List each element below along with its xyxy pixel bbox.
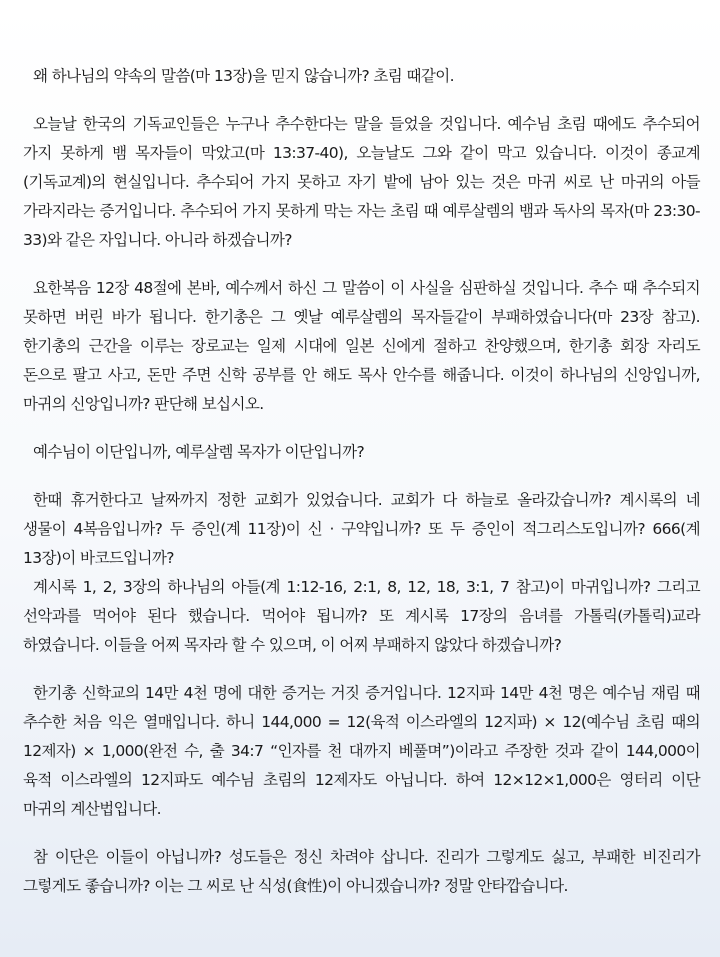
paragraph-5	[23, 486, 700, 573]
paragraph-5-text: 한때 휴거한다고 날짜까지 정한 교회가 있었습니다. 교회가 다 하늘로 올라갔습니까? 계시록의 네 생물이 4복음입니까? 두 증인(계 11장)이 신 · 구약입니까? 또 두 증인이 적그리스도입니까? 666(계 13장)이 바코드입니까?	[23, 491, 700, 567]
paragraph-1	[23, 62, 700, 91]
paragraph-8-text: 참 이단은 이들이 아닙니까? 성도들은 정신 차려야 삽니다. 진리가 그렇게도 싫고, 부패한 비진리가 그렇게도 좋습니까? 이는 그 씨로 난 식성(食性)이 아니겠습니까? 정말 안타깝습니다.	[23, 848, 700, 895]
paragraph-2-text: 오늘날 한국의 기독교인들은 누구나 추수한다는 말을 들었을 것입니다. 예수님 초림 때에도 추수되어 가지 못하게 뱀 목자들이 막았고(마 13:37-40), 오늘날도 그와 같이 막고 있습니다. 이것이 종교계(기독교계)의 현실입니다. 추수되어 가지 못하고 자기 밭에 남아 있는 것은 마귀 씨로 난 마귀의 아들 가라지라는 증거입니다. 추수되어 가지 못하게 막는 자는 초림 때 예루살렘의 뱀과 독사의 목자(마 23:30-33)와 같은 자입니다. 아니라 하겠습니까?	[23, 115, 700, 249]
paragraph-3	[23, 274, 700, 419]
paragraph-4	[23, 438, 700, 467]
paragraph-7	[23, 679, 700, 824]
paragraph-2	[23, 110, 700, 255]
paragraph-4-text: 예수님이 이단입니까, 예루살렘 목자가 이단입니까?	[33, 443, 365, 461]
paragraph-6	[23, 573, 700, 660]
paragraph-3-text: 요한복음 12장 48절에 본바, 예수께서 하신 그 말씀이 이 사실을 심판하실 것입니다. 추수 때 추수되지 못하면 버린 바가 됩니다. 한기총은 그 옛날 예루살렘의 목자들같이 부패하였습니다(마 23장 참고). 한기총의 근간을 이루는 장로교는 일제 시대에 일본 신에게 절하고 찬양했으며, 한기총 회장 자리도 돈으로 팔고 사고, 돈만 주면 신학 공부를 안 해도 목사 안수를 해줍니다. 이것이 하나님의 신앙입니까, 마귀의 신앙입니까? 판단해 보십시오.	[23, 279, 700, 413]
paragraph-1-text: 왜 하나님의 약속의 말씀(마 13장)을 믿지 않습니까? 초림 때같이.	[33, 67, 454, 85]
paragraph-8	[23, 843, 700, 901]
paragraph-6-text: 계시록 1, 2, 3장의 하나님의 아들(계 1:12-16, 2:1, 8, 12, 18, 3:1, 7 참고)이 마귀입니까? 그리고 선악과를 먹어야 된다 했습니다. 먹어야 됩니까? 또 계시록 17장의 음녀를 가톨릭(카톨릭)교라 하였습니다. 이들을 어찌 목자라 할 수 있으며, 이 어찌 부패하지 않았다 하겠습니까?	[23, 578, 700, 654]
paragraph-7-text: 한기총 신학교의 14만 4천 명에 대한 증거는 거짓 증거입니다. 12지파 14만 4천 명은 예수님 재림 때 추수한 처음 익은 열매입니다. 하니 144,000 = 12(육적 이스라엘의 12지파) × 12(예수님 초림 때의 12제자) × 1,000(완전 수, 출 34:7 “인자를 천 대까지 베풀며”)이라고 주장한 것과 같이 144,000이 육적 이스라엘의 12지파도 예수님 초림의 12제자도 아닙니다. 하여 12×12×1,000은 영터리 이단 마귀의 계산법입니다.	[23, 684, 700, 818]
